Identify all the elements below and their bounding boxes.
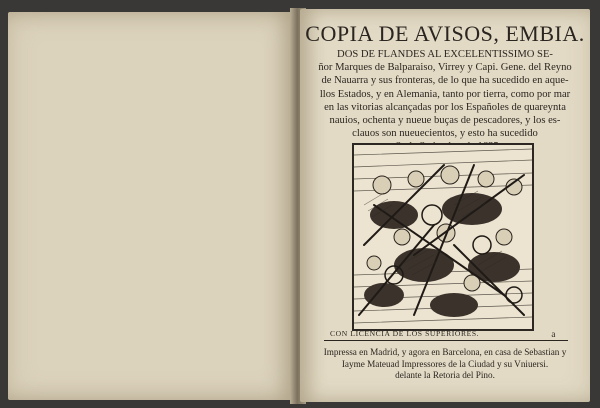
page-title: COPIA DE AVISOS, EMBIA. xyxy=(305,21,585,46)
license-text: CON LICENCIA DE LOS SUPERIORES. xyxy=(330,329,480,338)
title-body xyxy=(314,48,576,154)
divider-rule xyxy=(324,340,568,341)
imprint-line: Iayme Mateuad Impressores de la Ciudad y su Vniuersi. xyxy=(341,358,549,369)
body-line: en las vitorias alcançadas por los Españoles de quareynta xyxy=(324,101,566,113)
signature-mark: a xyxy=(551,329,556,339)
body-line: de Nauarra y sus fronteras, de lo que ha sucedido en aque- xyxy=(321,75,569,87)
blank-left-page xyxy=(8,12,293,400)
body-line: llos Estados, y en Alemania, tanto por tierra, como por mar xyxy=(319,88,571,100)
body-line: nauios, ochenta y nueue buças de pescadores, y los es- xyxy=(329,115,561,127)
body-line: DOS DE FLANDES AL EXCELENTISSIMO SE- xyxy=(337,49,553,60)
imprint-block xyxy=(314,347,576,382)
imprint-line: delante la Retoria del Pino. xyxy=(395,370,495,381)
body-line: ñor Marques de Balparaiso, Virrey y Capi. Gene. del Reyno xyxy=(318,62,572,74)
title-page xyxy=(300,9,590,402)
battle-woodcut-illustration xyxy=(352,143,534,331)
imprint-line: Impressa en Madrid, y agora en Barcelona, en casa de Sebastian y xyxy=(323,347,567,357)
body-line: clauos son nueuecientos, y esto ha sucedido xyxy=(352,128,538,140)
